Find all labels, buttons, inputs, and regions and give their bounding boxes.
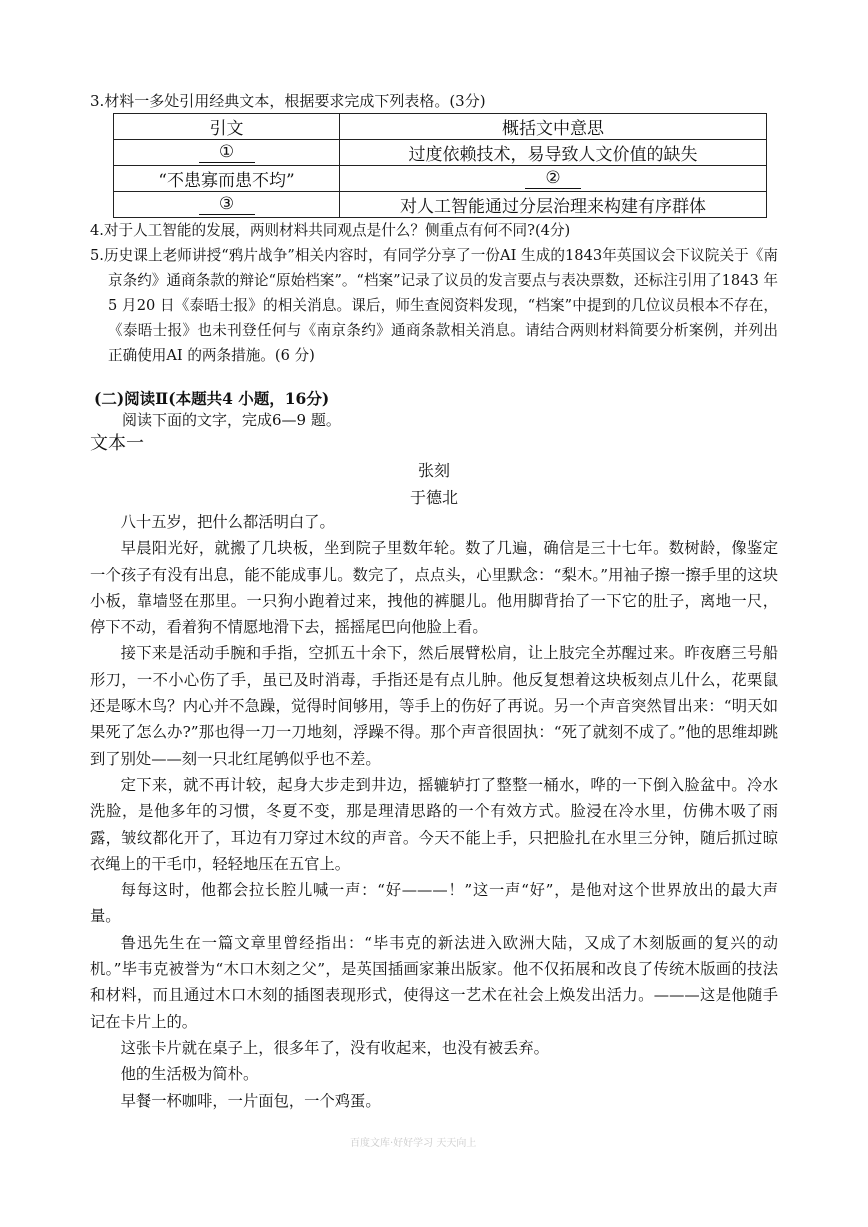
table-cell: 过度依赖技术，易导致人文价值的缺失: [340, 140, 767, 166]
table-header-cell: 概括文中意思: [340, 114, 767, 140]
article-paragraph: 这张卡片就在桌子上，很多年了，没有收起来，也没有被丢弃。: [120, 1038, 549, 1057]
table-header-row: [114, 114, 767, 140]
table-row: [114, 166, 767, 192]
table-cell: [340, 166, 767, 192]
watermark: 百度文库·好好学习 天天向上: [350, 1138, 477, 1149]
question-5: 5.历史课上老师讲授“鸦片战争”相关内容时，有同学分享了一份AI 生成的1843年英国议会下议院关于《南京条约》通商条款的辩论“原始档案”。“档案”记录了议员的发言要点与表决票数，还标注引用了1843 年5 月20 日《泰晤士报》的相关消息。课后，师生查阅资料发现，“档案”中提到的几位议员根本不存在，《泰晤士报》也未刊登任何与《南京条约》通商条款相关消息。请结合两则材料简要分析案例，并列出正确使用AI 的两条措施。(6 分): [90, 247, 778, 364]
article-paragraph: 他的生活极为简朴。: [120, 1065, 259, 1084]
article-paragraph: 接下来是活动手腕和手指，空抓五十余下，然后展臂松肩，让上肢完全苏醒过来。昨夜磨三号船形刀，一不小心伤了手，虽已及时消毒，手指还是有点儿肿。他反复想着这块板刻点儿什么，花栗鼠还是啄木鸟？内心并不急躁，觉得时间够用，等手上的伤好了再说。另一个声音突然冒出来：“明天如果死了怎么办?”那也得一刀一刀地刻，浮躁不得。那个声音很固执：“死了就刻不成了。”他的思维却跳到了别处——刻一只北红尾鸲似乎也不差。: [90, 644, 778, 768]
article-paragraph: 早晨阳光好，就搬了几块板，坐到院子里数年轮。数了几遍，确信是三十七年。数树龄，像鉴定一个孩子有没有出息，能不能成事儿。数完了，点点头，心里默念：“梨木。”用袖子擦一擦手里的这块小板，靠墙竖在那里。一只狗小跑着过来，拽他的裤腿儿。他用脚背抬了一下它的肚子，离地一尺，停下不动，看着狗不情愿地滑下去，摇摇尾巴向他脸上看。: [90, 539, 778, 637]
table-cell: [114, 140, 340, 166]
article-paragraph: 八十五岁，把什么都活明白了。: [120, 513, 335, 531]
table-cell: 对人工智能通过分层治理来构建有序群体: [340, 192, 767, 218]
question-3-prompt: 3.材料一多处引用经典文本，根据要求完成下列表格。(3分): [90, 92, 486, 110]
table-cell: [114, 192, 340, 218]
article-paragraph: 每每这时，他都会拉长腔儿喊一声：“好———！”这一声“好”，是他对这个世界放出的最大声量。: [90, 881, 778, 926]
citation-table: [113, 113, 767, 218]
section-title: (二)阅读Ⅱ(本题共4 小题，16分): [94, 389, 330, 408]
question-4: 4.对于人工智能的发展，两则材料共同观点是什么？侧重点有何不同?(4分): [90, 222, 571, 239]
blank-answer-3: ③: [199, 194, 255, 215]
blank-answer-1: ①: [199, 142, 255, 163]
blank-answer-2: ②: [525, 168, 581, 189]
article-paragraph: 定下来，就不再计较，起身大步走到井边，摇辘轳打了整整一桶水，哗的一下倒入脸盆中。冷水洗脸，是他多年的习惯，冬夏不变，那是理清思路的一个有效方式。脸浸在冷水里，仿佛木吸了雨露，皱纹都化开了，耳边有刀穿过木纹的声音。今天不能上手，只把脸扎在水里三分钟，随后抓过晾衣绳上的干毛巾，轻轻地压在五官上。: [90, 775, 778, 873]
text-label: 文本一: [90, 433, 144, 454]
article-title: 张刻: [417, 461, 450, 480]
table-row: [114, 140, 767, 166]
article-author: 于德北: [409, 488, 458, 507]
question-block: [90, 218, 778, 368]
article-body: [90, 509, 778, 1114]
article-paragraph: 鲁迅先生在一篇文章里曾经指出：“毕韦克的新法进入欧洲大陆，又成了木刻版画的复兴的动机。”毕韦克被誉为“木口木刻之父”，是英国插画家兼出版家。他不仅拓展和改良了传统木版画的技法和材料，而且通过木口木刻的插图表现形式，使得这一艺术在社会上焕发出活力。———这是他随手记在卡片上的。: [90, 933, 778, 1031]
table-header-cell: 引文: [114, 114, 340, 140]
table-row: [114, 192, 767, 218]
section-instruction: 阅读下面的文字，完成6—9 题。: [122, 411, 341, 429]
table-cell: “不患寡而患不均”: [114, 166, 340, 192]
article-paragraph: 早餐一杯咖啡，一片面包，一个鸡蛋。: [120, 1091, 381, 1110]
